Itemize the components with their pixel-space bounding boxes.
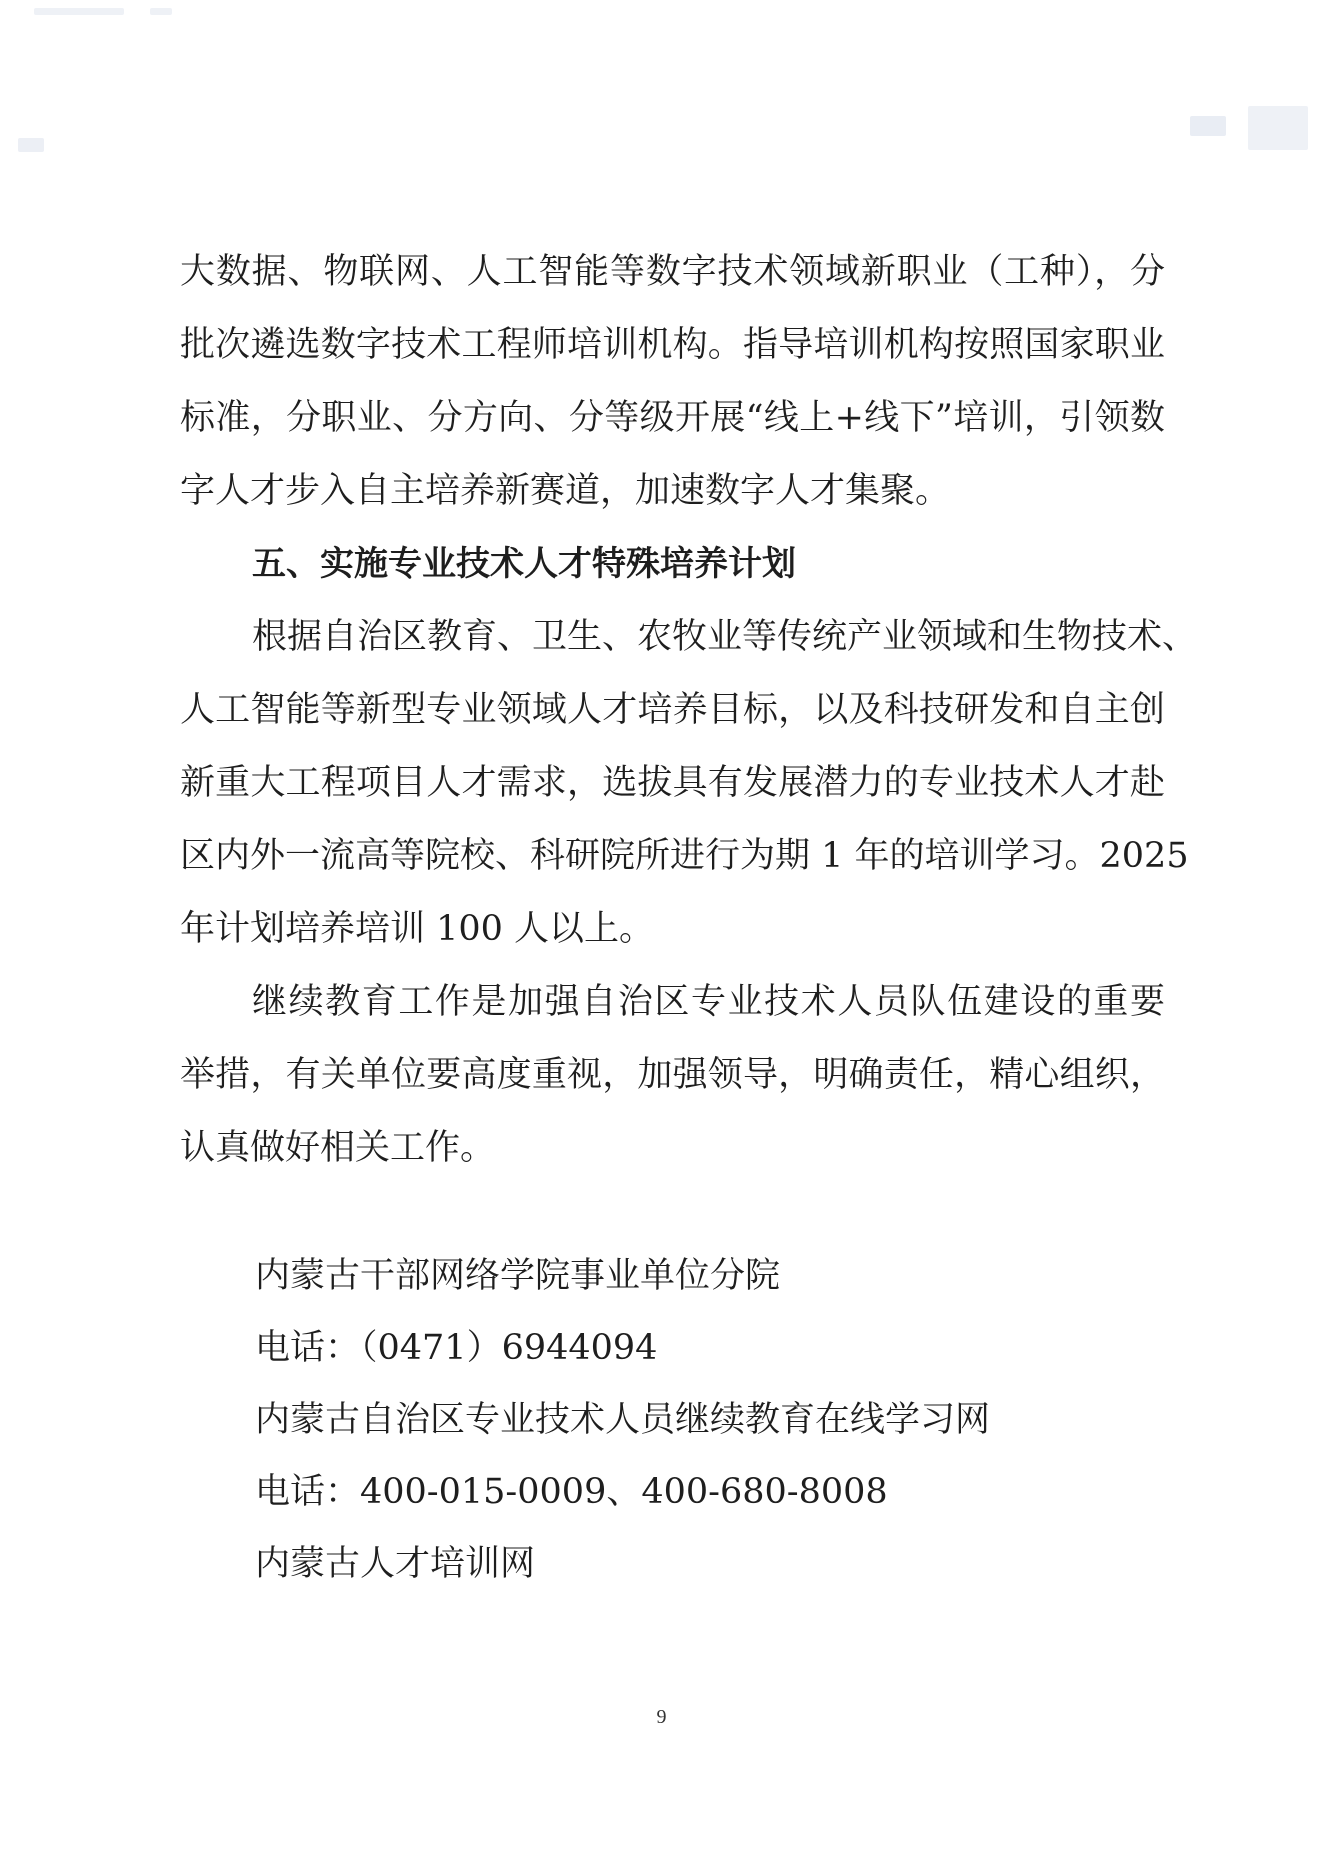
body-line: 字人才步入自主培养新赛道，加速数字人才集聚。 [180,471,951,511]
body-line: 批次遴选数字技术工程师培训机构。指导培训机构按照国家职业 [180,325,1165,365]
contact-org: 内蒙古人才培训网 [255,1544,536,1584]
scan-artifact [1248,106,1308,150]
body-line: 继续教育工作是加强自治区专业技术人员队伍建设的重要 [252,982,1165,1022]
body-line: 认真做好相关工作。 [180,1128,496,1168]
contact-org: 内蒙古干部网络学院事业单位分院 [255,1256,781,1296]
body-line: 大数据、物联网、人工智能等数字技术领域新职业（工种），分 [180,252,1165,292]
document-body [180,236,1198,1185]
scan-artifact [34,8,124,15]
contact-block [255,1240,1155,1600]
scan-artifact [150,8,172,15]
body-line: 标准，分职业、分方向、分等级开展“线上+线下”培训，引领数 [180,398,1165,438]
body-line: 举措，有关单位要高度重视，加强领导，明确责任，精心组织， [180,1055,1165,1095]
body-line: 新重大工程项目人才需求，选拔具有发展潜力的专业技术人才赴 [180,763,1165,803]
scan-artifact [1190,116,1226,136]
scan-artifact [18,138,44,152]
page-number: 9 [656,1706,667,1728]
body-line: 年计划培养培训 100 人以上。 [180,909,655,949]
contact-org: 内蒙古自治区专业技术人员继续教育在线学习网 [255,1400,991,1440]
body-line: 人工智能等新型专业领域人才培养目标，以及科技研发和自主创 [180,690,1165,730]
body-line: 根据自治区教育、卫生、农牧业等传统产业领域和生物技术、 [252,617,1198,657]
contact-phone: 电话：400-015-0009、400-680-8008 [255,1472,888,1512]
body-line: 区内外一流高等院校、科研院所进行为期 1 年的培训学习。2025 [180,836,1189,876]
contact-phone: 电话：（0471）6944094 [255,1328,658,1368]
section-heading: 五、实施专业技术人才特殊培养计划 [252,544,796,584]
